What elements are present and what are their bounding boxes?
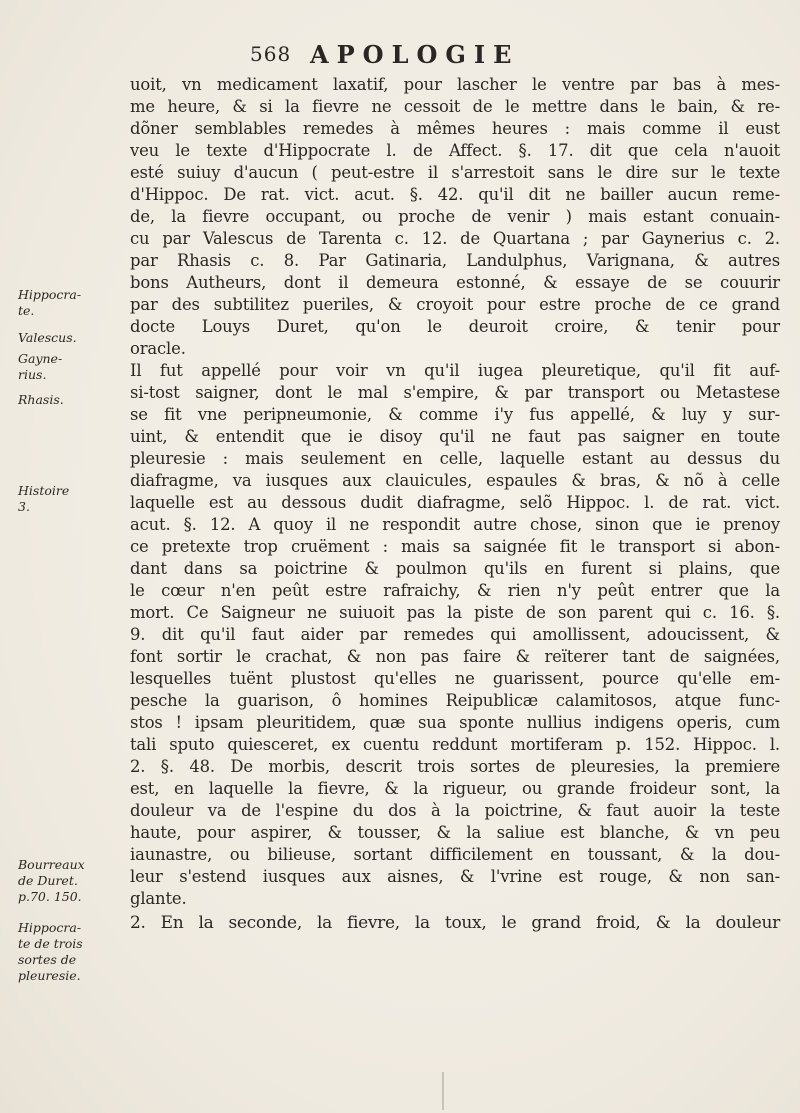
text-line: douleur va de l'espine du dos à la poictrine, & faut auoir la teste	[130, 801, 780, 820]
text-line: 9. dit qu'il faut aider par remedes qui amollissent, adoucissent, &	[130, 625, 780, 644]
running-title: APOLOGIE	[310, 40, 520, 69]
margin-note-valescus: Valescus.	[18, 330, 77, 345]
text-line: glante.	[130, 889, 187, 908]
text-line: dõner semblables remedes à mêmes heures : mais comme il eust	[130, 119, 780, 138]
text-line: lesquelles tuënt plustost qu'elles ne guarissent, pource qu'elle em-	[130, 669, 780, 688]
margin-note-rhasis: Rhasis.	[18, 392, 64, 407]
text-line: 2. En la seconde, la fievre, la toux, le grand froid, & la douleur	[130, 913, 780, 933]
margin-note-gaynerius: Gayne- rius.	[18, 351, 63, 382]
text-line: tali sputo quiesceret, ex cuentu reddunt mortiferam p. 152. Hippoc. l.	[130, 735, 780, 754]
text-line: laquelle est au dessous dudit diafragme, selõ Hippoc. l. de rat. vict.	[130, 493, 780, 512]
text-line: 2. §. 48. De morbis, descrit trois sortes de pleuresies, la premiere	[130, 757, 780, 776]
text-line: haute, pour aspirer, & tousser, & la saliue est blanche, & vn peu	[130, 823, 780, 842]
text-line: uint, & entendit que ie disoy qu'il ne faut pas saigner en toute	[130, 427, 780, 446]
text-line: le cœur n'en peût estre rafraichy, & rien n'y peût entrer que la	[130, 581, 780, 600]
text-line: par des subtilitez pueriles, & croyoit pour estre proche de ce grand	[130, 295, 780, 314]
text-line: me heure, & si la fievre ne cessoit de le mettre dans le bain, & re-	[130, 97, 780, 116]
text-line: esté suiuy d'aucun ( peut-estre il s'arrestoit sans le dire sur le texte	[130, 163, 780, 182]
text-line: uoit, vn medicament laxatif, pour lascher le ventre par bas à mes-	[130, 75, 780, 94]
text-line: ce pretexte trop cruëment : mais sa saignée fit le transport si abon-	[130, 537, 780, 556]
text-line: par Rhasis c. 8. Par Gatinaria, Landulphus, Varignana, & autres	[130, 251, 780, 270]
text-line: se fit vne peripneumonie, & comme i'y fus appellé, & luy y sur-	[130, 405, 780, 424]
text-line: diafragme, va iusques aux clauicules, espaules & bras, & nõ à celle	[130, 471, 780, 490]
text-line: est, en laquelle la fievre, & la rigueur, ou grande froideur sont, la	[130, 779, 780, 798]
text-line: mort. Ce Saigneur ne suiuoit pas la piste de son parent qui c. 16. §.	[130, 603, 780, 622]
margin-note-histoire: Histoire 3.	[18, 483, 70, 514]
text-line: font sortir le crachat, & non pas faire & reïterer tant de saignées,	[130, 647, 780, 666]
text-line: veu le texte d'Hippocrate l. de Affect. §. 17. dit que cela n'auoit	[130, 141, 780, 160]
text-line: acut. §. 12. A quoy il ne respondit autre chose, sinon que ie prenoy	[130, 515, 780, 534]
margin-note-trois-pleuresies: Hippocra- te de trois sortes de pleuresie.	[18, 920, 83, 983]
page-header	[250, 40, 670, 70]
margin-note-hippocrate: Hippocra- te.	[18, 287, 82, 318]
text-line: pesche la guarison, ô homines Reipublicæ calamitosos, atque func-	[130, 691, 780, 710]
page-edge-mark	[442, 1072, 447, 1110]
text-line: si-tost saigner, dont le mal s'empire, & par transport ou Metastese	[130, 383, 780, 402]
text-line: Il fut appellé pour voir vn qu'il iugea pleuretique, qu'il fit auf-	[130, 361, 780, 380]
text-line: pleuresie : mais seulement en celle, laquelle estant au dessus du	[130, 449, 780, 468]
text-line: docte Louys Duret, qu'on le deuroit croire, & tenir pour	[130, 317, 780, 336]
text-line: d'Hippoc. De rat. vict. acut. §. 42. qu'il dit ne bailler aucun reme-	[130, 185, 780, 204]
text-line: stos ! ipsam pleuritidem, quæ sua sponte nullius indigens operis, cum	[130, 713, 780, 732]
text-line: cu par Valescus de Tarenta c. 12. de Quartana ; par Gaynerius c. 2.	[130, 229, 780, 248]
text-line: leur s'estend iusques aux aisnes, & l'vrine est rouge, & non san-	[130, 867, 780, 886]
text-line: dant dans sa poictrine & poulmon qu'ils en furent si plains, que	[130, 559, 780, 578]
text-line: de, la fievre occupant, ou proche de venir ) mais estant conuain-	[130, 207, 780, 226]
text-line: iaunastre, ou bilieuse, sortant difficilement en toussant, & la dou-	[130, 845, 780, 864]
page-number: 568	[250, 42, 292, 66]
text-line: bons Autheurs, dont il demeura estonné, & essaye de se couurir	[130, 273, 780, 292]
text-line: oracle.	[130, 339, 186, 358]
margin-note-bourreaux: Bourreaux de Duret. p.70. 150.	[18, 857, 85, 904]
